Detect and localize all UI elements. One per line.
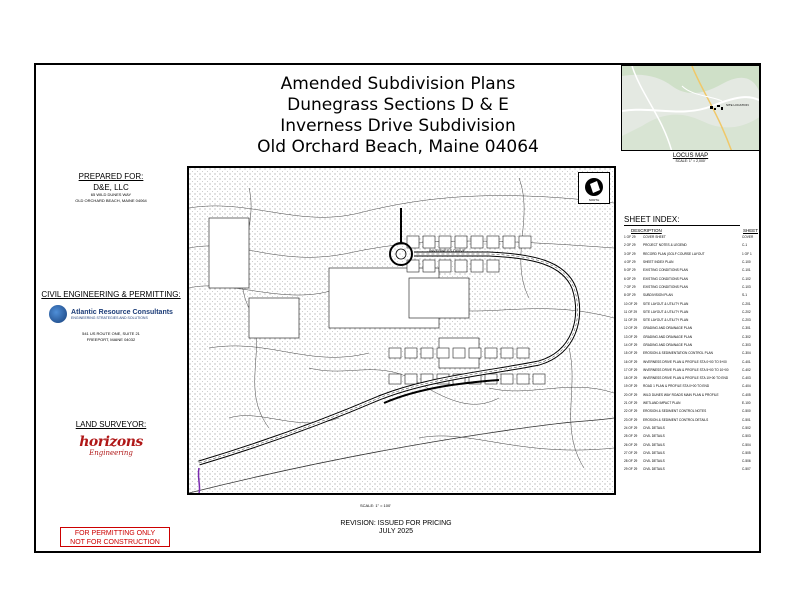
locus-map [621,65,760,151]
sheet-index-row [624,250,758,258]
locus-map-graphic [622,66,760,151]
sheet-number: 1 OF 29 [624,235,636,240]
sheet-code: COVER [742,235,754,240]
sheet-number: 19 OF 29 [624,384,638,389]
sheet-index-row [624,382,758,390]
sheet-number: 15 OF 29 [624,351,638,356]
sheet-index-col-description: DESCRIPTION [631,228,662,233]
plan-scale: SCALE: 1" = 100' [360,503,391,508]
sheet-code: C-505 [742,450,751,455]
sheet-index-row [624,357,758,365]
sheet-description: COVER SHEET [643,235,666,240]
sheet-description: EXISTING CONDITIONS PLAN [643,276,688,281]
sheet-number: 22 OF 29 [624,409,638,414]
sheet-description: RECORD PLAN (GOLF COURSE LAYOUT [643,251,705,256]
sheet-index-row [624,258,758,266]
sheet-code: E-100 [742,401,751,406]
surveyor-heading: LAND SURVEYOR: [75,420,147,429]
sheet-description: EROSION & SEDIMENT CONTROL NOTES [643,409,707,414]
sheet-index-row [624,233,758,241]
sheet-description: CIVIL DETAILS [643,425,665,430]
sheet-index-row [624,432,758,440]
prepared-for-block [38,172,184,203]
sheet-description: CIVIL DETAILS [643,450,665,455]
sheet-code: C-404 [742,384,751,389]
sheet-index-row [624,407,758,415]
sheet-index-row [624,399,758,407]
sheet-number: 3 OF 29 [624,251,636,256]
locus-site-label: SITE LOCATION [726,103,749,107]
sheet-code: C-502 [742,425,751,430]
sheet-description: CIVIL DETAILS [643,442,665,447]
sheet-number: 7 OF 29 [624,284,636,289]
sheet-index-row [624,391,758,399]
civil-address-2: FREEPORT, MAINE 04032 [86,336,136,342]
sheet-index-row [624,416,758,424]
sheet-index-row [624,316,758,324]
sheet-code: S-1 [742,293,747,298]
permitting-stamp [60,527,170,547]
sheet-index-row [624,374,758,382]
sheet-number: 26 OF 29 [624,442,638,447]
sheet-index-row [624,308,758,316]
sheet-description: ROAD 1 PLAN & PROFILE STA 0+00 TO END [643,384,710,389]
sheet-number: 11 OF 29 [624,309,638,314]
title-line-2: Dunegrass Sections D & E [287,95,509,115]
revision-block [316,520,476,536]
sheet-number: 25 OF 29 [624,434,638,439]
sheet-index-row [624,457,758,465]
sheet-number: 20 OF 29 [624,392,638,397]
sheet-index-row [624,465,758,473]
sheet-index-row [624,241,758,249]
sheet-index-row [624,266,758,274]
sheet-description: INVERNESS DRIVE PLAN & PROFILE STA 0+00 TO 5+00 [643,359,727,364]
sheet-code: C-201 [742,301,751,306]
sheet-code: C-303 [742,343,751,347]
sheet-number: 27 OF 29 [624,450,638,455]
client-address-2: OLD ORCHARD BEACH, MAINE 04064 [75,197,147,203]
sheet-description: SHEET INDEX PLAN [643,260,674,265]
sheet-number: 6 OF 29 [624,276,636,281]
arc-globe-icon [49,305,67,323]
sheet-description: EROSION & SEDIMENTATION CONTROL PLAN [643,351,713,356]
locus-title: LOCUS MAP [672,153,709,159]
revision-line-1: REVISION: ISSUED FOR PRICING [340,520,452,527]
arc-logo [43,305,179,323]
sheet-code: C-101 [742,268,751,273]
sheet-number: 18 OF 29 [624,376,638,381]
sheet-index-row [624,366,758,374]
sheet-description: INVERNESS DRIVE PLAN & PROFILE STA 5+00 TO 10+00 [643,367,729,372]
sheet-index-col-sheet: SHEET [742,228,758,233]
sheet-number: 16 OF 29 [624,359,638,364]
sheet-code: C-100 [742,260,751,265]
road-label: INVERNESS DRIVE [429,248,466,253]
sheet-description: SITE LAYOUT & UTILITY PLAN [643,301,689,306]
sheet-index-row [624,283,758,291]
sheet-code: C-501 [742,417,751,422]
sheet-number: 14 OF 29 [624,343,638,347]
sheet-description: GRADING AND DRAINAGE PLAN [643,326,693,331]
sheet-description: GRADING AND DRAINAGE PLAN [643,343,693,347]
locus-caption [621,153,760,163]
sheet-index-row [624,333,758,341]
sheet-number: 11 OF 29 [624,318,638,323]
sheet-code: C-504 [742,442,751,447]
sheet-code: C-102 [742,276,751,281]
revision-date: JULY 2025 [379,528,413,535]
sheet-code: C-507 [742,467,751,472]
sheet-code: C-304 [742,351,751,356]
sheet-number: 12 OF 29 [624,326,638,331]
sheet-code: C-402 [742,367,751,372]
sheet-description: CIVIL DETAILS [643,434,665,439]
sheet-number: 2 OF 29 [624,243,636,248]
sheet-description: EROSION & SEDIMENT CONTROL DETAILS [643,417,709,422]
land-surveyor-block [38,420,184,457]
title-line-4: Old Orchard Beach, Maine 04064 [257,137,539,157]
sheet-description: SUBDIVISION PLAN [643,293,673,298]
sheet-code: C-202 [742,309,751,314]
sheet-description: PROJECT NOTES & LEGEND [643,243,687,248]
permit-line-1: FOR PERMITTING ONLY [74,530,156,537]
sheet-description: SITE LAYOUT & UTILITY PLAN [643,309,689,314]
sheet-description: WETLAND IMPACT PLAN [643,401,681,406]
civil-heading: CIVIL ENGINEERING & PERMITTING: [41,290,181,299]
sheet-code: C-503 [742,434,751,439]
sheet-index-row [624,440,758,448]
sheet-index-title: SHEET INDEX: [624,215,740,226]
north-arrow-icon [579,173,609,203]
sheet-number: 23 OF 29 [624,417,638,422]
permit-line-2: NOT FOR CONSTRUCTION [70,539,160,546]
sheet-number: 4 OF 29 [624,260,636,265]
sheet-index-row [624,349,758,357]
sheet-index-row [624,424,758,432]
sheet-number: 24 OF 29 [624,425,638,430]
civil-address-1: 541 US ROUTE ONE, SUITE 21 [82,331,140,336]
site-plan-drawing [187,166,616,495]
sheet-code: C-103 [742,284,751,289]
sheet-description: GRADING AND DRAINAGE PLAN [643,334,693,339]
sheet-number: 5 OF 29 [624,268,636,273]
sheet-code: C-500 [742,409,751,414]
north-arrow [578,172,610,204]
client-address-1: 65 WILD DUNES WAY [90,192,132,197]
sheet-code: C-301 [742,326,751,331]
sheet-description: WILD DUNES WAY ROADS MAIN PLAN & PROFILE [643,392,719,397]
sheet-index-row [624,299,758,307]
sheet-code: C-403 [742,376,751,381]
sheet-number: 17 OF 29 [624,367,638,372]
sheet-number: 28 OF 29 [624,459,638,464]
title-block [220,74,576,158]
north-label: NORTH [588,198,600,202]
sheet-description: EXISTING CONDITIONS PLAN [643,284,688,289]
title-line-1: Amended Subdivision Plans [280,74,516,94]
prepared-for-heading: PREPARED FOR: [78,172,144,181]
sheet-index-row [624,324,758,332]
sheet-description: INVERNESS DRIVE PLAN & PROFILE STA 10+00 TO END [643,376,729,381]
arc-company-name: Atlantic Resource Consultants [71,308,173,316]
sheet-code: C-405 [742,392,751,397]
horizons-logo: horizons Engineering [79,434,143,457]
sheet-index-row [624,341,758,349]
site-plan-graphic [189,168,614,493]
sheet-number: 8 OF 29 [624,293,636,298]
locus-scale: SCALE: 1" = 2,000' [675,159,706,163]
title-line-3: Inverness Drive Subdivision [280,116,516,136]
sheet-description: CIVIL DETAILS [643,467,665,472]
sheet-code: C-203 [742,318,751,323]
sheet-description: CIVIL DETAILS [643,459,665,464]
arc-tagline: ENGINEERING STRATEGIES AND SOLUTIONS [71,315,148,320]
sheet-code: C-1 [742,243,748,248]
client-name: D&E, LLC [93,183,129,192]
sheet-description: SITE LAYOUT & UTILITY PLAN [643,318,689,323]
sheet-code: C-302 [742,334,751,339]
sheet-number: 29 OF 29 [624,467,638,472]
sheet-code: C-401 [742,359,751,364]
sheet-index-row [624,274,758,282]
sheet-code: C-506 [742,459,751,464]
sheet-number: 21 OF 29 [624,401,638,406]
sheet-number: 10 OF 29 [624,301,638,306]
sheet-index-rows [624,233,758,474]
civil-engineering-block [38,290,184,342]
sheet-description: EXISTING CONDITIONS PLAN [643,268,688,273]
sheet-index-row [624,291,758,299]
sheet-number: 13 OF 29 [624,334,638,339]
sheet-index-row [624,449,758,457]
sheet-index [624,215,758,474]
sheet-code: 1 OF 1 [742,251,752,256]
